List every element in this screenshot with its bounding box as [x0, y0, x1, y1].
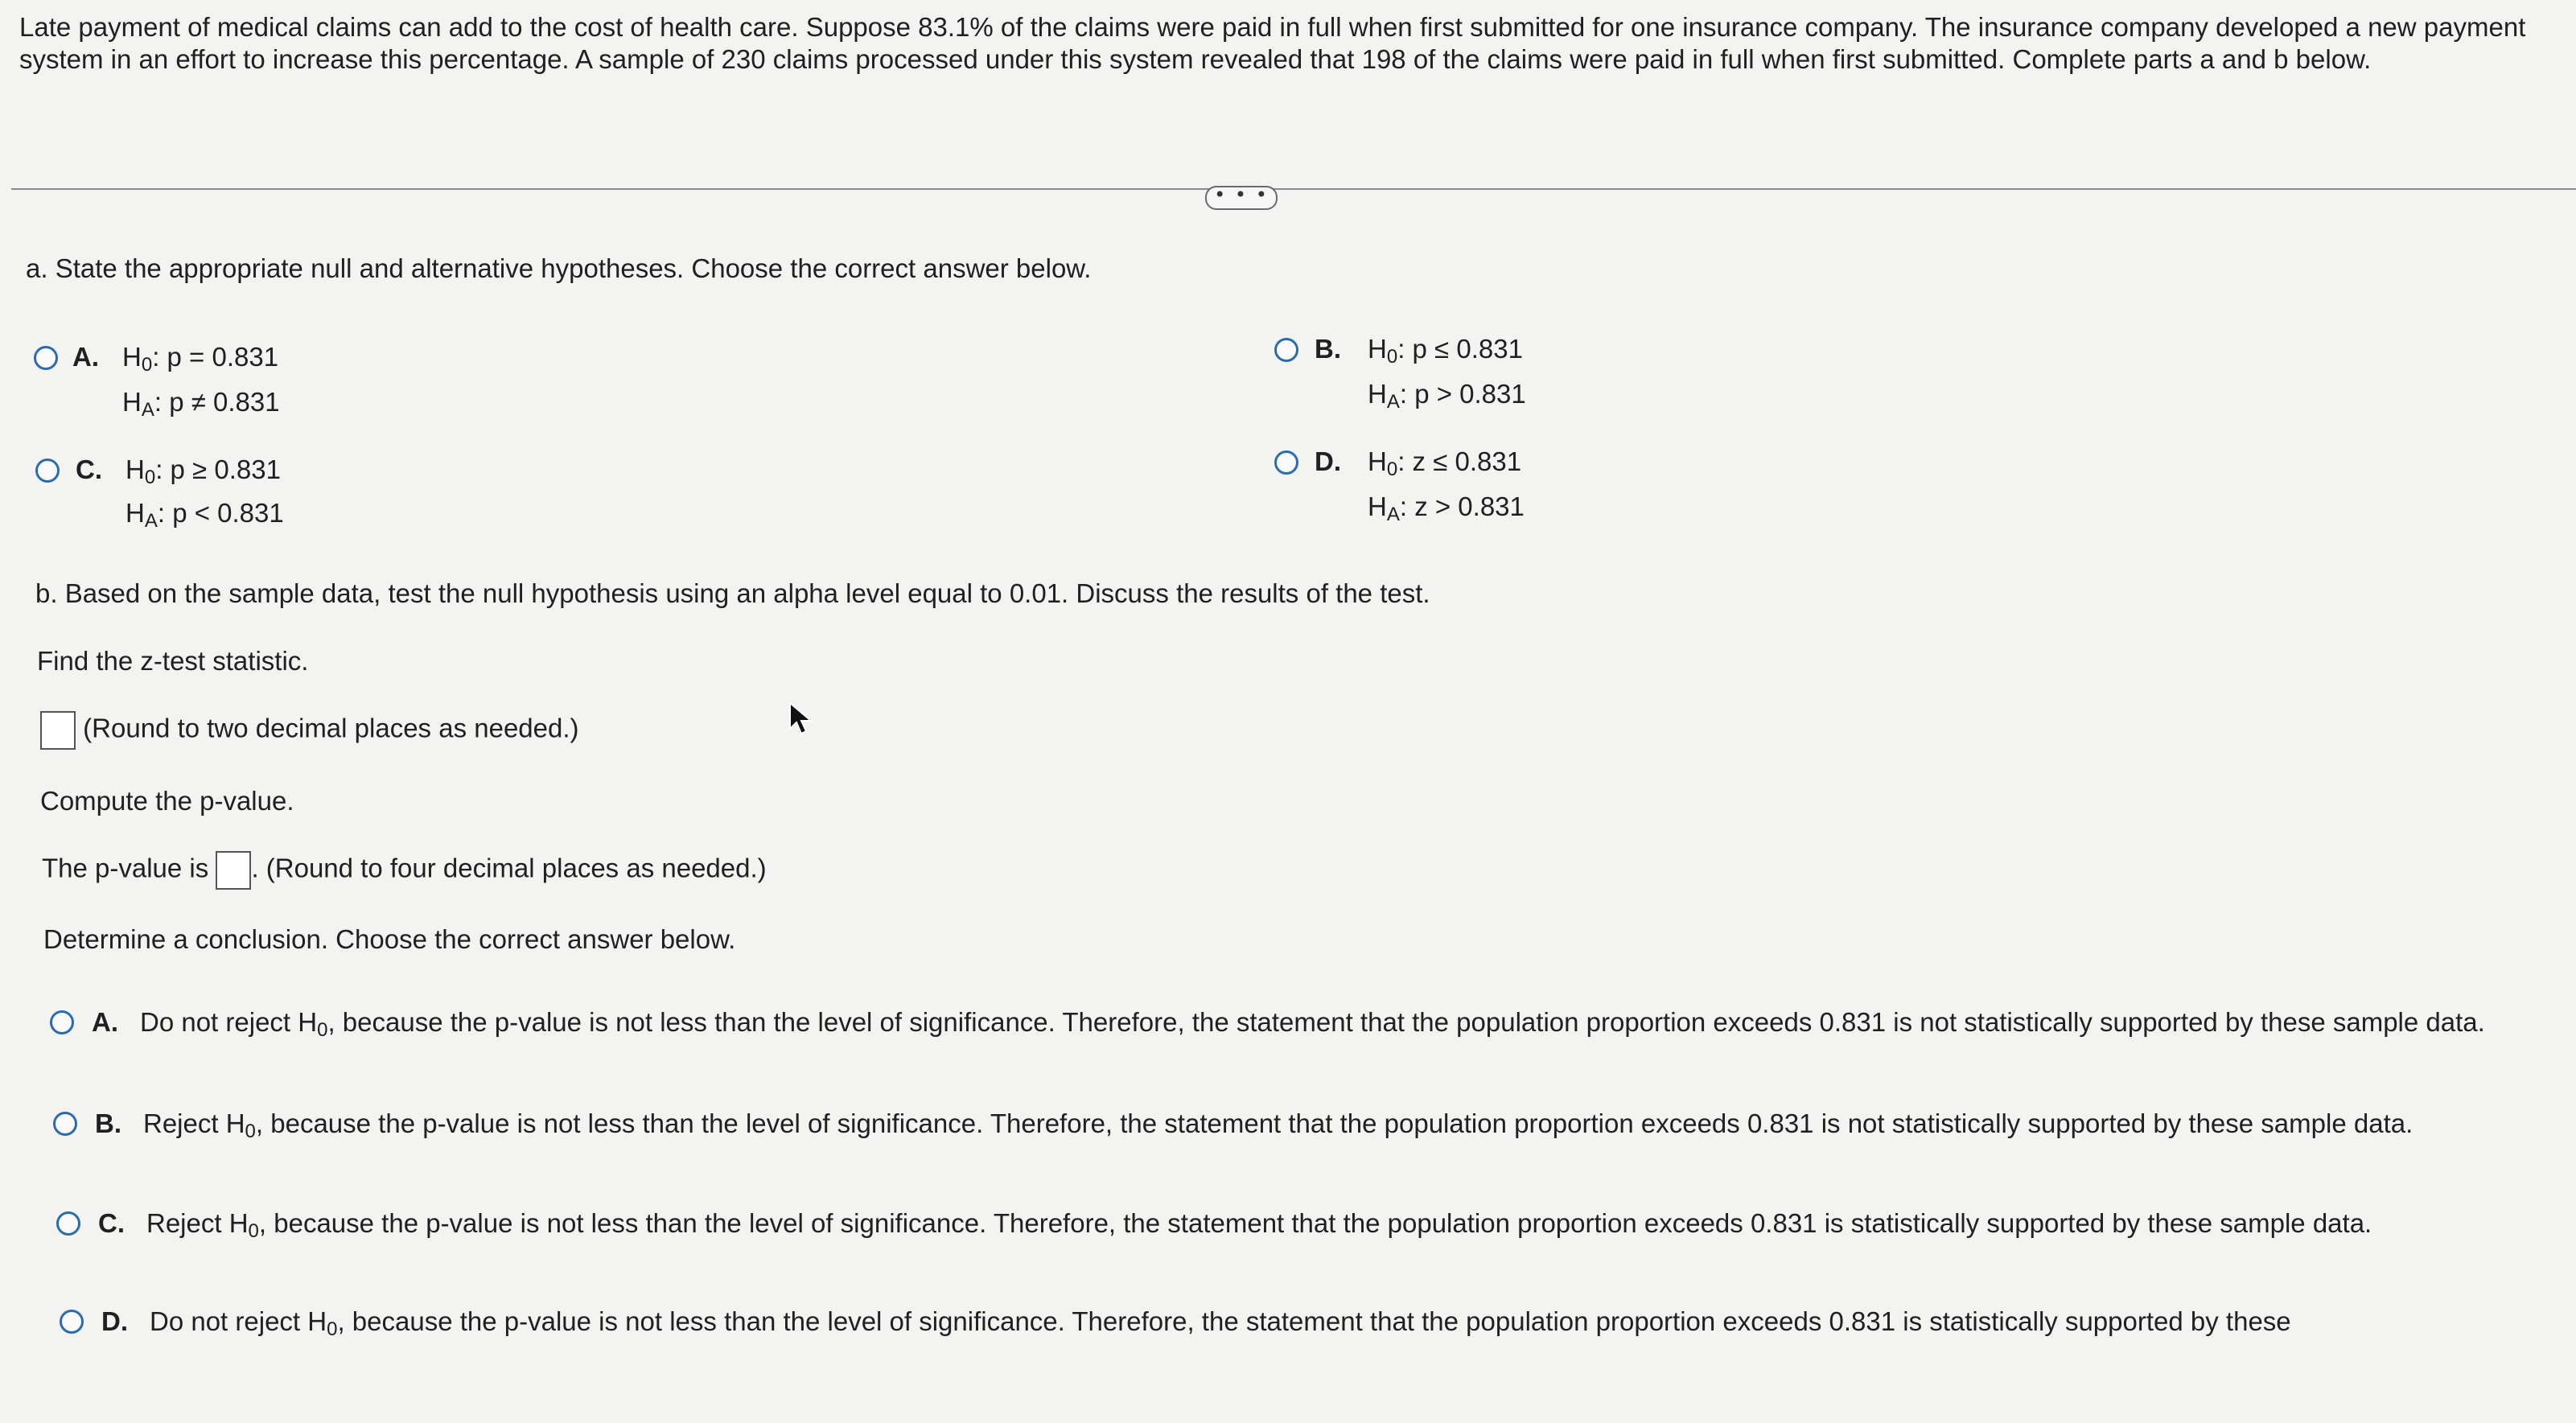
p-value-input[interactable] — [216, 851, 251, 890]
z-round-note: (Round to two decimal places as needed.) — [83, 713, 579, 743]
part-a-option-b-letter: B. — [1315, 334, 1341, 364]
conclusion-option-b-text: Reject $H_0$, because the p-value is not less than the level of significance. Therefore, the statement that the population proportion exceeds 0.831 is not statistically supported by these sample data. — [143, 1108, 2413, 1142]
part-b-prompt: b. Based on the sample data, test the null hypothesis using an alpha level equal to 0.01. Discuss the results of the test. — [35, 578, 1430, 608]
part-a-option-a-ha: $H_A$: p ≠ 0.831 — [122, 387, 280, 421]
part-a-option-c-ha: $H_A$: p < 0.831 — [126, 498, 284, 532]
part-a-option-b-ha: $H_A$: p > 0.831 — [1368, 379, 1526, 413]
conclusion-option-c-radio[interactable] — [56, 1211, 80, 1236]
conclusion-option-b-letter: B. — [95, 1108, 121, 1138]
conclusion-option-b-radio[interactable] — [53, 1112, 77, 1136]
z-statistic-input[interactable] — [40, 711, 76, 750]
p-value-prefix: The p-value is — [42, 853, 209, 883]
conclusion-option-a-radio[interactable] — [50, 1010, 74, 1034]
find-z-label: Find the z-test statistic. — [37, 646, 309, 676]
part-a-prompt: a. State the appropriate null and alternative hypotheses. Choose the correct answer below. — [26, 253, 1092, 283]
p-value-round-note: . (Round to four decimal places as needed.) — [251, 853, 767, 883]
part-a-option-d-radio[interactable] — [1274, 450, 1298, 475]
part-a-option-d-letter: D. — [1315, 446, 1341, 476]
conclusion-option-c-letter: C. — [98, 1208, 125, 1238]
section-divider — [11, 188, 2576, 190]
part-a-option-c-letter: C. — [76, 454, 102, 484]
part-a-option-a-radio[interactable] — [34, 346, 58, 370]
part-a-option-a-h0: $H_0$: p = 0.831 — [122, 342, 279, 376]
part-a-option-d-ha: $H_A$: z > 0.831 — [1368, 491, 1525, 525]
p-value-row — [42, 851, 767, 890]
part-a-option-b-h0: $H_0$: p ≤ 0.831 — [1368, 334, 1523, 368]
conclusion-option-c-text: Reject $H_0$, because the p-value is not less than the level of significance. Therefore, the statement that the population proportion exceeds 0.831 is statistically supported by these sample data. — [146, 1208, 2372, 1242]
conclusion-prompt: Determine a conclusion. Choose the correct answer below. — [43, 924, 736, 954]
conclusion-option-d-text: Do not reject $H_0$, because the p-value is not less than the level of significance. Therefore, the statement that the population proportion exceeds 0.831 is statistically supported by these — [150, 1306, 2291, 1340]
z-answer-row — [40, 711, 579, 750]
conclusion-option-a-text: Do not reject $H_0$, because the p-value is not less than the level of significance. Therefore, the statement that the population proportion exceeds 0.831 is not statistically supported by these sample data. — [140, 1007, 2485, 1041]
part-a-option-a-letter: A. — [72, 342, 99, 372]
compute-p-label: Compute the p-value. — [40, 786, 294, 816]
part-a-option-c-h0: $H_0$: p ≥ 0.831 — [126, 454, 281, 488]
expand-more-button[interactable]: • • • — [1205, 186, 1278, 210]
conclusion-option-d-letter: D. — [101, 1306, 128, 1336]
problem-intro: Late payment of medical claims can add to the cost of health care. Suppose 83.1% of the claims were paid in full when first submitted for one insurance company. The insurance company developed a new payment system in an effort to increase this percentage. A sample of 230 claims processed under this system revealed that 198 of the claims were paid in full when first submitted. Complete parts a and b below. — [19, 12, 2526, 74]
conclusion-option-d-radio[interactable] — [60, 1310, 84, 1334]
part-a-option-b-radio[interactable] — [1274, 338, 1298, 362]
part-a-option-c-radio[interactable] — [35, 459, 60, 483]
part-a-option-d-h0: $H_0$: z ≤ 0.831 — [1368, 446, 1522, 480]
conclusion-option-a-letter: A. — [92, 1007, 118, 1037]
